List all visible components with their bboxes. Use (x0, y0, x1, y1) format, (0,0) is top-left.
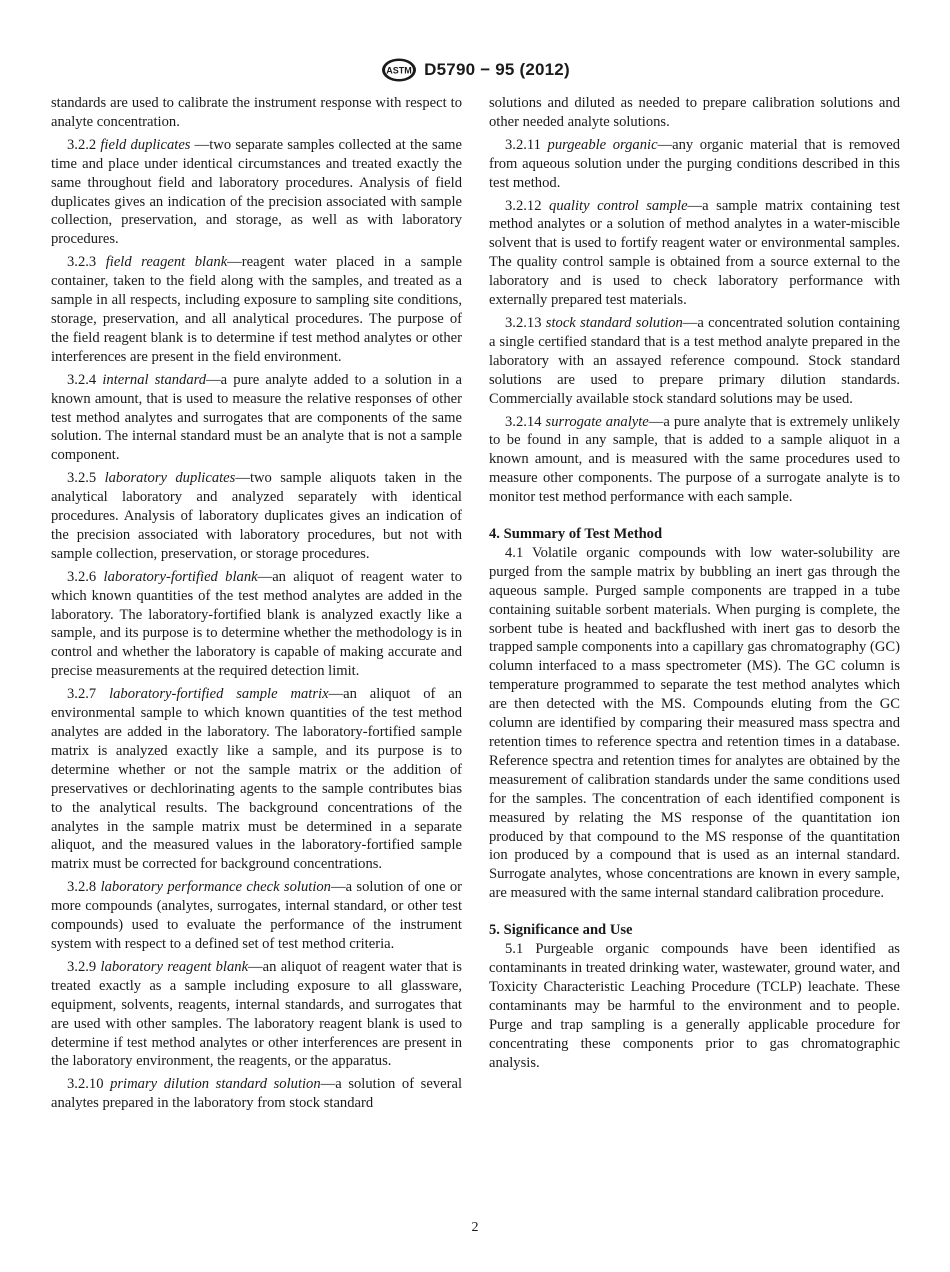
definition-3-2-4: 3.2.4 internal standard—a pure analyte added to a solution in a known amount, that is used to measure the relative responses of other test method analytes and surrogates that are components of the same solution. The internal standard must be an analyte that is not a sample component. (51, 371, 462, 464)
left-column (51, 94, 462, 1113)
definition-3-2-6: 3.2.6 laboratory-fortified blank—an aliquot of reagent water to which known quantities of the test method analytes are added in the laboratory. The laboratory-fortified blank is analyzed exactly like a sample, and its purpose is to determine whether the methodology is in control and whether the laboratory is capable of making accurate and precise measurements at the required detection limit. (51, 568, 463, 680)
section-heading-significance: 5. Significance and Use (489, 922, 633, 939)
definition-3-2-10: 3.2.10 primary dilution standard solution—a solution of several analytes prepared in the laboratory from stock standard (51, 1076, 462, 1112)
definition-3-2-14: 3.2.14 surrogate analyte—a pure analyte that is extremely unlikely to be found in any sample, that is added to a sample aliquot in a known amount, and is measured with the same procedures used to measure other components. The purpose of a surrogate analyte is to monitor test method performance with each sample. (489, 413, 901, 506)
svg-text:ASTM: ASTM (386, 65, 412, 76)
definition-3-2-7: 3.2.7 laboratory-fortified sample matrix—an aliquot of an environmental sample to which known quantities of the test method analytes are added in the laboratory. The laboratory-fortified sample matrix is analyzed exactly like a sample, and its purpose is to determine whether or not the sample matrix or the addition of preservatives or dechlorinating agents to the sample contributes bias to the analytical results. The background concentrations of the analytes in the sample matrix must be determined in a separate aliquot, and the measured values in the laboratory-fortified sample matrix must be corrected for background concentrations. (51, 686, 462, 873)
section-heading-summary: 4. Summary of Test Method (489, 526, 663, 543)
definition-3-2-2: 3.2.2 field duplicates —two separate samples collected at the same time and place under identical circumstances and treated exactly the same throughout field and laboratory procedures. Analysis of field duplicates gives an indication of the precision associated with sample collection, preservation, and storage, as well as with laboratory procedures. (51, 136, 463, 248)
definition-3-2-3: 3.2.3 field reagent blank—reagent water placed in a sample container, taken to the field along with the samples, and treated as a sample in all respects, including exposure to sampling site conditions, storage, preservation, and all analytical procedures. The purpose of the field reagent blank is to determine if test method analytes or other interferences are present in the field environment. (51, 254, 462, 365)
section-4-1-paragraph: 4.1 Volatile organic compounds with low water-solubility are purged from the sample matrix by bubbling an inert gas through the aqueous sample. Purged sample components are trapped in a tube containing suitable sorbent materials. When purging is complete, the sorbent tube is heated and backflushed with inert gas to desorb the trapped sample components into a capillary gas chromatography (GC) column interfaced to a mass spectrometer (MS). The GC column is temperature programmed to separate the test method analytes which are then detected with the MS. Compounds eluting from the GC column are identified by comparing their measured mass spectra and retention times to reference spectra and retention times in a database. Reference spectra and retention times for analytes are obtained by the measurement of calibration standards under the same conditions used for the samples. The concentration of each identified component is measured by relating the MS response of the quantitation ion produced by that compound to the MS response of the quantitation ion produced by a compound that is used as an internal standard. Surrogate analytes, whose concentrations are known in every sample, are measured with the same internal standard calibration procedure. (489, 544, 900, 902)
paragraph: solutions and diluted as needed to prepare calibration solutions and other needed analyte solutions. (489, 95, 900, 130)
definition-3-2-8: 3.2.8 laboratory performance check solution—a solution of one or more compounds (analytes, surrogates, internal standard, or other test compounds) used to evaluate the performance of the instrument system with respect to a defined set of test method criteria. (51, 879, 462, 952)
definition-3-2-13: 3.2.13 stock standard solution—a concentrated solution containing a single certified standard that is a test method analyte prepared in the laboratory with an assayed reference compound. Stock standard solutions are used to prepare primary dilution standards. Commercially available stock standard solutions may be used. (489, 314, 900, 407)
definition-3-2-12: 3.2.12 quality control sample—a sample matrix containing test method analytes or a solution of method analytes in a water-miscible solvent that is used to fortify reagent water or environmental samples. The quality control sample is obtained from a source external to the laboratory and is used to check laboratory performance with externally prepared test materials. (489, 197, 900, 309)
right-column (489, 94, 900, 1072)
definition-3-2-5: 3.2.5 laboratory duplicates—two sample aliquots taken in the analytical laboratory and analyzed separately with identical procedures. Analysis of laboratory duplicates gives an indication of the precision associated with laboratory procedures, but not with sample collection, preservation, or storage procedures. (51, 470, 462, 562)
section-5-1-paragraph: 5.1 Purgeable organic compounds have been identified as contaminants in treated drinking water, wastewater, ground water, and Toxicity Characteristic Leaching Procedure (TCLP) leachate. These contaminants may be harmful to the environment and to people. Purge and trap sampling is a generally applicable procedure for concentrating these components prior to gas chromatographic analysis. (489, 941, 900, 1071)
paragraph: standards are used to calibrate the instrument response with respect to analyte concentration. (51, 95, 462, 130)
page-number: 2 (471, 1220, 479, 1235)
page-header (0, 55, 950, 85)
definition-3-2-9: 3.2.9 laboratory reagent blank—an aliquot of reagent water that is treated exactly as a sample including exposure to all glassware, equipment, solvents, reagents, internal standards, and surrogates that are used with other samples. The laboratory reagent blank is used to determine if test method analytes or other interferences are present in the laboratory environment, the reagents, or the apparatus. (51, 958, 462, 1070)
definition-3-2-11: 3.2.11 purgeable organic—any organic material that is removed from aqueous solution under the purging conditions described in this test method. (489, 136, 900, 191)
astm-logo-icon (380, 57, 418, 83)
document-designation: D5790 − 95 (2012) (424, 60, 570, 79)
